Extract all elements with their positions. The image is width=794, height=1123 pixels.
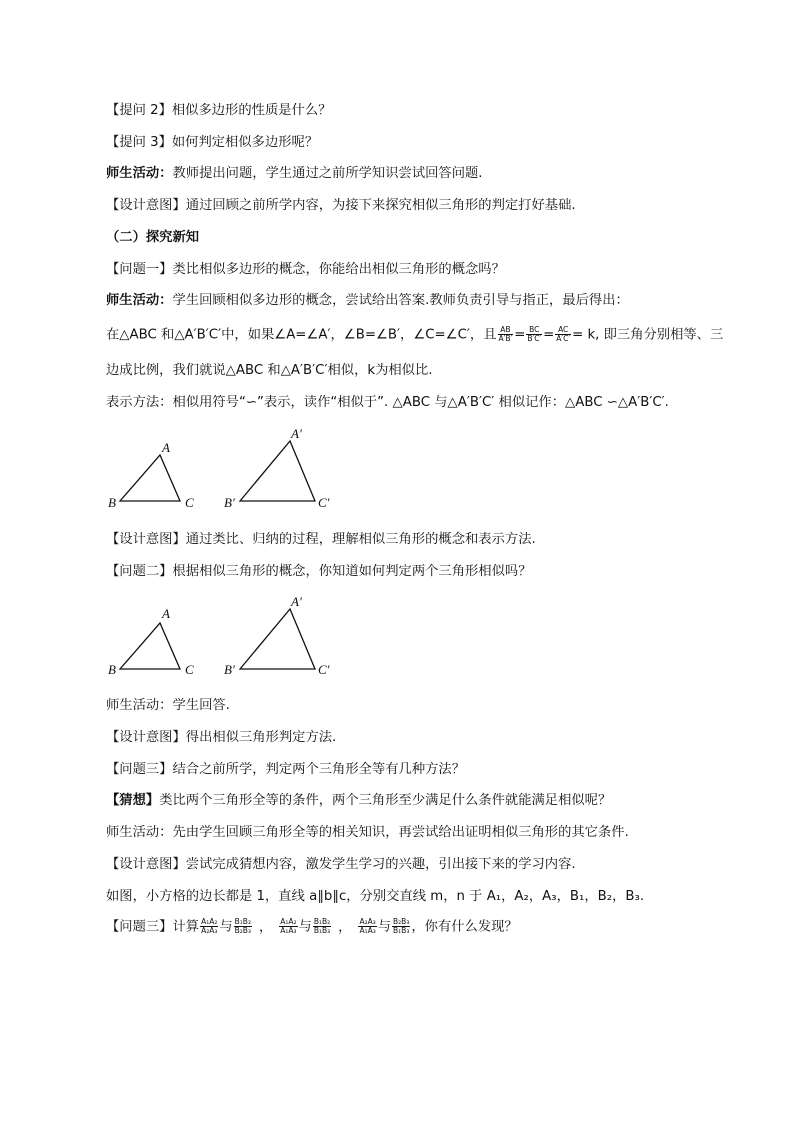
grid-description: 如图，小方格的边长都是 1，直线 a∥b∥c，分别交直线 m，n 于 A₁，A₂，A₃，B₁，B₂，B₃. (106, 889, 645, 904)
fraction-denominator: A₁A₃ (280, 926, 297, 935)
fraction-numerator: AB (498, 326, 514, 335)
design-intent-3: 【设计意图】得出相似三角形判定方法. (106, 730, 337, 745)
activity-label: 师生活动： (106, 293, 173, 308)
vertex-label-a-prime: A′ (291, 594, 302, 609)
activity-1 (106, 165, 483, 183)
vertex-label-c: C (185, 495, 194, 510)
calculation-question (106, 918, 518, 937)
equals-sign: = (514, 327, 526, 343)
problem-2: 【问题二】根据相似三角形的概念，你知道如何判定两个三角形相似吗？ (106, 564, 532, 579)
ratio-bc (526, 326, 542, 343)
problem-3: 【问题三】结合之前所学，判定两个三角形全等有几种方法？ (106, 762, 466, 777)
activity-label: 师生活动： (106, 166, 173, 181)
separator: ， (258, 919, 273, 935)
design-intent-2: 【设计意图】通过类比、归纳的过程，理解相似三角形的概念和表示方法. (106, 532, 536, 547)
fraction-denominator: A′B′ (498, 334, 513, 343)
definition-text: 在△ABC 和△A′B′C′中，如果∠A=∠A′，∠B=∠B′，∠C=∠C′，且 (106, 327, 497, 343)
separator: ， (338, 919, 352, 935)
fraction-denominator: B₁B₃ (313, 926, 331, 935)
fraction-denominator: A′C′ (556, 334, 571, 343)
fraction-numerator: B₁B₂ (313, 917, 331, 926)
word-and: 与 (298, 919, 312, 935)
equals-sign: = (543, 327, 555, 343)
triangle-a2b2c2 (240, 441, 315, 501)
fraction-numerator: B₂B₃ (393, 917, 410, 926)
conjecture-label: 【猜想】 (106, 793, 160, 808)
word-and: 与 (377, 919, 392, 935)
definition-text: = k, 即三角分别相等、三 (572, 327, 724, 343)
fraction (234, 918, 252, 935)
triangle-abc (120, 623, 180, 669)
vertex-label-c-prime: C′ (318, 662, 330, 677)
question-2: 【提问 2】相似多边形的性质是什么？ (106, 103, 332, 118)
triangle-abc (120, 455, 180, 501)
fraction-numerator: A₁A₂ (201, 917, 218, 926)
vertex-label-c: C (185, 662, 194, 677)
fraction (358, 918, 376, 935)
vertex-label-b-prime: B′ (224, 495, 235, 510)
problem-1: 【问题一】类比相似多边形的概念，你能给出相似三角形的概念吗？ (106, 262, 505, 277)
activity-2 (106, 292, 629, 310)
fraction-denominator: B₂B₃ (234, 926, 251, 935)
vertex-label-a-prime: A′ (291, 426, 302, 441)
definition-line-2: 边成比例，我们就说△ABC 和△A′B′C′相似，k为相似比. (106, 363, 433, 378)
vertex-label-c-prime: C′ (318, 495, 330, 510)
fraction (392, 918, 410, 935)
section-heading: （二）探究新知 (106, 230, 200, 245)
vertex-label-b: B (108, 495, 116, 510)
calc-prefix: 【问题三】计算 (106, 919, 200, 935)
design-intent-4: 【设计意图】尝试完成猜想内容，激发学生学习的兴趣，引出接下来的学习内容. (106, 857, 576, 872)
triangle-a2b2c2 (240, 609, 315, 669)
ratio-ac (555, 326, 571, 343)
fraction (279, 918, 297, 935)
definition-line-1 (106, 326, 723, 345)
fraction-numerator: B₁B₂ (234, 917, 251, 926)
similar-triangles-figure-2 (100, 593, 360, 683)
vertex-label-a: A (162, 606, 170, 621)
conjecture-text: 类比两个三角形全等的条件，两个三角形至少满足什么条件就能满足相似呢？ (159, 793, 612, 808)
notation-line: 表示方法：相似用符号“∽”表示，读作“相似于”. △ABC 与△A′B′C′ 相似记作：△ABC ∽△A′B′C′. (106, 395, 669, 410)
word-and: 与 (219, 919, 233, 935)
fraction-denominator: B′C′ (527, 334, 542, 343)
fraction-numerator: A₂A₃ (359, 917, 376, 926)
calc-suffix: ，你有什么发现？ (411, 919, 518, 935)
activity-text: 学生回顾相似多边形的概念，尝试给出答案.教师负责引导与指正，最后得出： (172, 293, 629, 308)
fraction-numerator: A₁A₂ (280, 917, 297, 926)
fraction (313, 918, 331, 935)
activity-4: 师生活动：先由学生回顾三角形全等的相关知识，再尝试给出证明相似三角形的其它条件. (106, 825, 629, 840)
fraction-denominator: B₁B₃ (393, 926, 410, 935)
vertex-label-a: A (162, 440, 170, 455)
similar-triangles-figure-1 (100, 425, 360, 515)
vertex-label-b-prime: B′ (224, 662, 235, 677)
vertex-label-b: B (108, 662, 116, 677)
ratio-ab (498, 326, 514, 343)
fraction-denominator: A₂A₃ (201, 926, 218, 935)
fraction-denominator: A₁A₃ (359, 926, 376, 935)
design-intent-1: 【设计意图】通过回顾之前所学内容，为接下来探究相似三角形的判定打好基础. (106, 198, 576, 213)
question-3: 【提问 3】如何判定相似多边形呢？ (106, 135, 319, 150)
fraction (200, 918, 218, 935)
activity-text: 教师提出问题，学生通过之前所学知识尝试回答问题. (172, 166, 483, 181)
activity-3: 师生活动：学生回答. (106, 698, 230, 713)
conjecture (106, 792, 611, 810)
fraction-numerator: BC (526, 326, 542, 335)
fraction-numerator: AC (555, 326, 571, 335)
